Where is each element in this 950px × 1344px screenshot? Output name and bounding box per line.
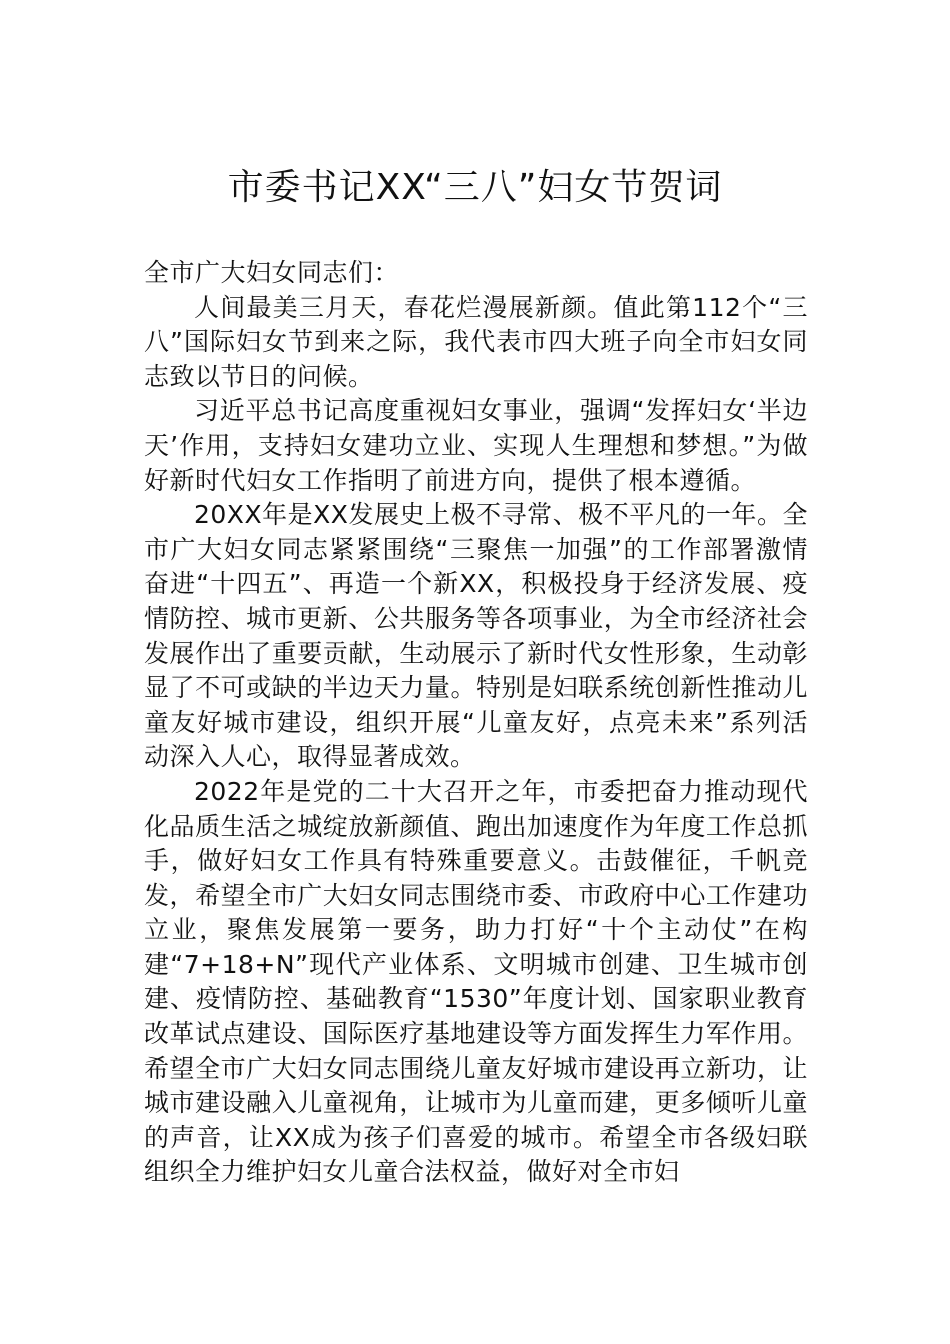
document-body xyxy=(144,256,808,1190)
paragraph-4: 2022年是党的二十大召开之年，市委把奋力推动现代化品质生活之城绽放新颜值、跑出加速度作为年度工作总抓手，做好妇女工作具有特殊重要意义。击鼓催征，千帆竞发，希望全市广大妇女同志围绕市委、市政府中心工作建功立业，聚焦发展第一要务，助力打好“十个主动仗”在构建“7+18+N”现代产业体系、文明城市创建、卫生城市创建、疫情防控、基础教育“1530”年度计划、国家职业教育改革试点建设、国际医疗基地建设等方面发挥生力军作用。希望全市广大妇女同志围绕儿童友好城市建设再立新功，让城市建设融入儿童视角，让城市为儿童而建，更多倾听儿童的声音，让XX成为孩子们喜爱的城市。希望全市各级妇联组织全力维护妇女儿童合法权益，做好对全市妇 xyxy=(144,776,808,1187)
paragraph-3: 20XX年是XX发展史上极不寻常、极不平凡的一年。全市广大妇女同志紧紧围绕“三聚焦一加强”的工作部署激情奋进“十四五”、再造一个新XX，积极投身于经济发展、疫情防控、城市更新、公共服务等各项事业，为全市经济社会发展作出了重要贡献，生动展示了新时代女性形象，生动彰显了不可或缺的半边天力量。特别是妇联系统创新性推动儿童友好城市建设，组织开展“儿童友好，点亮未来”系列活动深入人心，取得显著成效。 xyxy=(144,500,808,772)
paragraph-1: 人间最美三月天，春花烂漫展新颜。值此第112个“三八”国际妇女节到来之际，我代表市四大班子向全市妇女同志致以节日的问候。 xyxy=(144,292,808,391)
greeting-line: 全市广大妇女同志们： xyxy=(144,258,400,287)
paragraph-2: 习近平总书记高度重视妇女事业，强调“发挥妇女‘半边天’作用，支持妇女建功立业、实现人生理想和梦想。”为做好新时代妇女工作指明了前进方向，提供了根本遵循。 xyxy=(144,396,808,495)
document-title: 市委书记XX“三八”妇女节贺词 xyxy=(227,167,723,208)
